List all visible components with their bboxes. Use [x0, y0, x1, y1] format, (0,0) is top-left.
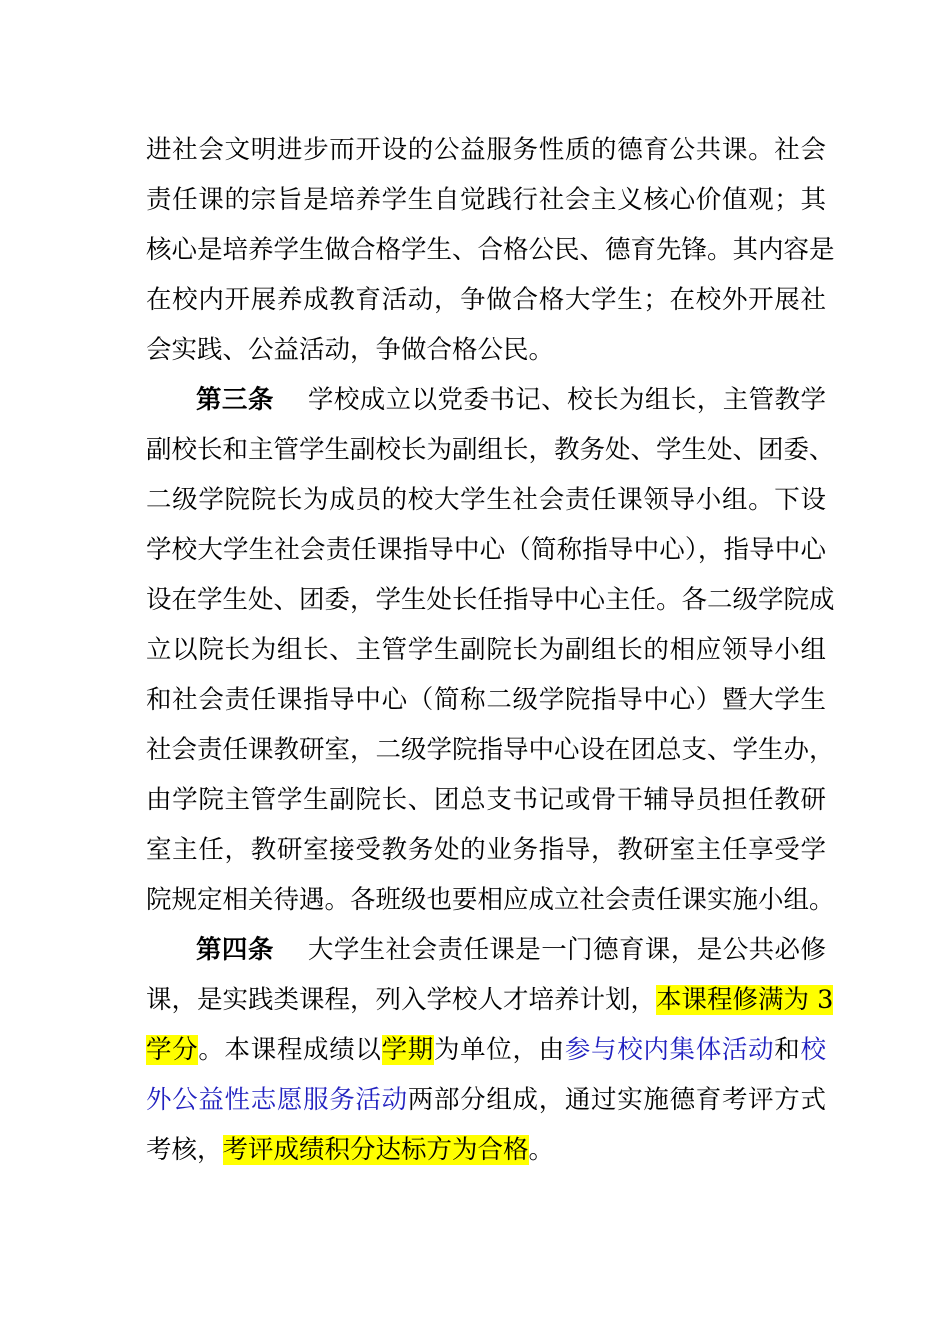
paragraph-line: [146, 980, 834, 1020]
paragraph-line: [146, 1130, 826, 1170]
paragraph-line: [146, 830, 826, 870]
paragraph-line: [146, 130, 826, 170]
paragraph-line: [146, 680, 826, 720]
text-run: 考核，: [146, 1135, 223, 1165]
highlighted-text: 学分: [146, 1035, 199, 1065]
paragraph-line: [146, 430, 835, 470]
text-run: 进社会文明进步而开设的公益服务性质的德育公共课。社会: [146, 135, 826, 165]
text-run: 和: [774, 1035, 801, 1065]
paragraph-line: [146, 880, 835, 920]
text-run: 由学院主管学生副院长、团总支书记或骨干辅导员担任教研: [146, 785, 826, 815]
text-run: 。本课程成绩以: [198, 1035, 382, 1065]
paragraph-line: [146, 180, 826, 220]
text-run: 为单位，由: [433, 1035, 565, 1065]
text-run: 学校成立以党委书记、校长为组长，主管教学: [307, 385, 826, 415]
paragraph-line: [146, 280, 826, 320]
paragraph-line: [146, 330, 826, 370]
text-run: 。: [528, 1135, 555, 1165]
paragraph-line: [146, 780, 826, 820]
article-heading: 第三条: [196, 385, 274, 415]
text-run: 立以院长为组长、主管学生副院长为副组长的相应领导小组: [146, 635, 826, 665]
text-run: 室主任，教研室接受教务处的业务指导，教研室主任享受学: [146, 835, 826, 865]
paragraph-line: [146, 480, 826, 520]
text-run: 副校长和主管学生副校长为副组长，教务处、学生处、团委、: [146, 435, 835, 465]
paragraph-line: [146, 1030, 826, 1070]
paragraph-line: [146, 630, 826, 670]
paragraph-line: [146, 580, 835, 620]
blue-text: 校: [800, 1035, 826, 1065]
text-run: 会实践、公益活动，争做合格公民。: [146, 335, 555, 365]
text-run: 在校内开展养成教育活动，争做合格大学生；在校外开展社: [146, 285, 826, 315]
text-run: 大学生社会责任课是一门德育课，是公共必修: [307, 935, 826, 965]
text-run: 二级学院院长为成员的校大学生社会责任课领导小组。下设: [146, 485, 826, 515]
text-run: 核心是培养学生做合格学生、合格公民、德育先锋。其内容是: [146, 235, 835, 265]
article-3-first-line: [196, 380, 826, 420]
paragraph-line: [146, 1080, 826, 1120]
text-run: 社会责任课教研室，二级学院指导中心设在团总支、学生办，: [146, 735, 835, 765]
text-run: 两部分组成，通过实施德育考评方式: [407, 1085, 826, 1115]
highlighted-text: 学期: [381, 1035, 434, 1065]
article-heading: 第四条: [196, 935, 274, 965]
highlighted-text: 考评成绩积分达标方为合格: [222, 1135, 529, 1165]
paragraph-line: [146, 530, 826, 570]
paragraph-line: [146, 730, 835, 770]
text-run: 设在学生处、团委，学生处长任指导中心主任。各二级学院成: [146, 585, 835, 615]
text-run: 院规定相关待遇。各班级也要相应成立社会责任课实施小组。: [146, 885, 835, 915]
highlighted-text: 本课程修满为 3: [656, 985, 834, 1015]
article-4-first-line: [196, 930, 826, 970]
blue-text: 参与校内集体活动: [564, 1035, 775, 1065]
text-run: 责任课的宗旨是培养学生自觉践行社会主义核心价值观；其: [146, 185, 826, 215]
text-run: 和社会责任课指导中心（简称二级学院指导中心）暨大学生: [146, 685, 826, 715]
paragraph-line: [146, 230, 835, 270]
blue-text: 外公益性志愿服务活动: [146, 1085, 408, 1115]
text-run: 学校大学生社会责任课指导中心（简称指导中心），指导中心: [146, 535, 826, 565]
text-run: 课，是实践类课程，列入学校人才培养计划，: [146, 985, 657, 1015]
